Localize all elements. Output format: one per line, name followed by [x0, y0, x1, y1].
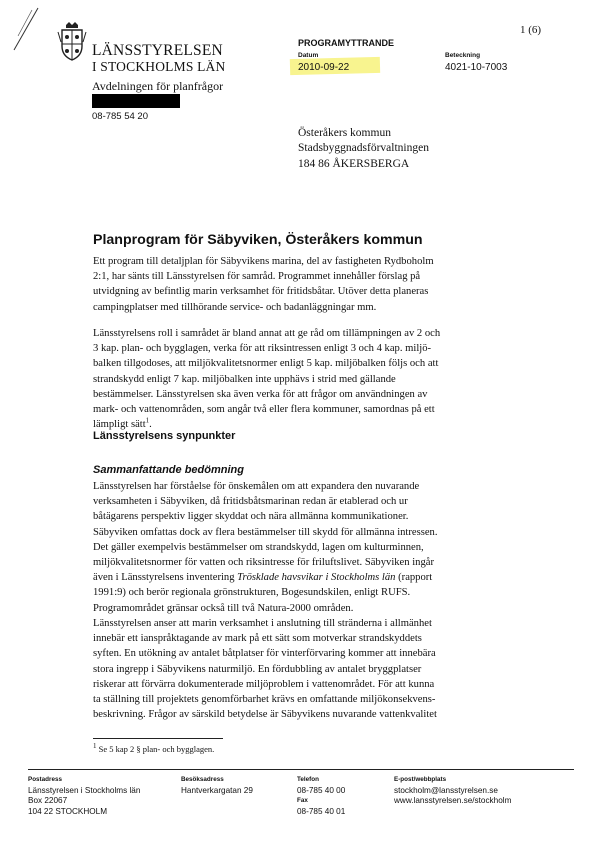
paragraph-line: Länsstyrelsens roll i samrådet är bland annat att ge råd om tillämpningen av 2 och [93, 328, 441, 339]
redaction-block [92, 94, 180, 108]
date-value: 2010-09-22 [298, 62, 350, 73]
department-phone: 08-785 54 20 [92, 111, 148, 122]
footnote [93, 744, 214, 754]
footer-email-link[interactable]: stockholm@lansstyrelsen.se [394, 785, 498, 795]
footnote-reference: 1 [145, 416, 150, 425]
footer-postal-address [28, 775, 140, 817]
document-type: PROGRAMYTTRANDE [298, 38, 394, 48]
paragraph-line: Länsstyrelsen har förståelse för önskemålen om att expandera den nuvarande [93, 481, 420, 492]
reference-value: 4021-10-7003 [445, 62, 508, 73]
footnote-divider [93, 738, 223, 739]
footer-value: Hantverkargatan 29 [181, 785, 253, 795]
paragraph-line: Säbyviken omfattas dock av flera bestämmelser till skydd för allmänna intressen. [93, 526, 438, 538]
paragraph-line: miljökvalitetsnormer för vatten och riksintresse för friluftslivet. Säbyviken ingår [93, 557, 434, 569]
paragraph-line: Länsstyrelsen anser att marin verksamhet i anslutning till stränderna i allmänhet [93, 618, 432, 629]
footer-visiting-address [181, 775, 253, 796]
org-name-line2: I STOCKHOLMS LÄN [92, 59, 226, 74]
paragraph-line: Ett program till detaljplan för Säbyvikens marina, del av fastigheten Rydboholm [93, 256, 434, 267]
report-title: Trösklade havsvikar i Stockholms län [237, 572, 396, 584]
coat-of-arms-icon [56, 20, 88, 62]
pen-mark [8, 6, 44, 54]
paragraph-line: syften. En utökning av antalet båtplatser för vinterförvaring kommer att innebära [93, 648, 436, 660]
footer-label: Fax [297, 797, 308, 805]
paragraph-line: båtägarens perspektiv ligger skyddat och nära allmänna kommunikationer. [93, 511, 409, 523]
role-paragraph [93, 326, 533, 432]
paragraph-line: 3 kap. plan- och bygglagen, verka för att riksintressen enligt 3 och 4 kap. miljö- [93, 343, 432, 355]
paragraph-line: beskrivning. Frågor av särskild betydelse är Säbyvikens nuvarande vattenkvalitet [93, 709, 437, 721]
footer-value: Länsstyrelsen i Stockholms län [28, 785, 141, 795]
footer-divider [28, 769, 574, 770]
page-number: 1 (6) [520, 24, 542, 36]
intro-paragraph [93, 254, 533, 315]
paragraph-line: utvidgning av befintlig marin verksamhet för fritidsbåtar. Utöver detta planeras [93, 286, 429, 298]
reference-label: Beteckning [445, 52, 481, 59]
paragraph-line: 1991:9) och berör regionala grönstrukturen, Bogesundskilen, enligt RUFS. [93, 587, 411, 599]
paragraph-line: 2:1, har sänts till Länsstyrelsen för samråd. Programmet innehåller förslag på [93, 271, 421, 283]
paragraph-line: campingplatser med tillhörande service- och badanläggningar mm. [93, 301, 377, 313]
footer-web [394, 775, 511, 807]
footer-label: Telefon [297, 776, 319, 783]
paragraph-line: bestämmelser. Länsstyrelsen ska även verka för att frågor om användningen av [93, 388, 428, 400]
footer-value: 08-785 40 01 [297, 806, 346, 816]
org-name-line1: LÄNSSTYRELSEN [92, 42, 223, 59]
paragraph-line: riskerar att förvärra dokumenterade miljöproblem i vattenområdet. För att kunna [93, 678, 435, 690]
assessment-paragraph [93, 616, 533, 722]
recipient-line: 184 86 ÅKERSBERGA [298, 157, 410, 170]
paragraph-line: strandskydd enligt 7 kap. miljöbalken inte upphävs i strid med gällande [93, 373, 396, 385]
paragraph-line: verksamheten i Säbyviken, då fritidsbåtsmarinan redan är etablerad och ur [93, 496, 408, 508]
recipient-line: Stadsbyggnadsförvaltningen [298, 142, 429, 155]
section-heading: Länsstyrelsens synpunkter [93, 430, 236, 442]
footer-value: Box 22067 [28, 796, 68, 806]
footer-label: Besöksadress [181, 776, 224, 783]
subsection-heading: Sammanfattande bedömning [93, 464, 244, 476]
paragraph-line: lämpligt sätt [93, 419, 146, 431]
footer-label: Postadress [28, 776, 62, 783]
department: Avdelningen för planfrågor [92, 79, 224, 93]
summary-paragraph [93, 479, 533, 616]
paragraph-line: balken tillgodoses, att miljökvalitetsnormer enligt 5 kap. miljöbalken följs och att [93, 358, 439, 370]
footer-label: E-post/webbplats [394, 776, 447, 783]
paragraph-line: mark- och vattenområden, som angår två eller flera kommuner, samordnas på ett [93, 404, 435, 416]
paragraph-line: innebär ett ianspråktagande av mark på ett sätt som motverkar strandskyddets [93, 633, 422, 645]
paragraph-line: Det gäller exempelvis bestämmelser om strandskydd, lagen om kulturminnen, [93, 541, 424, 553]
document-title: Planprogram för Säbyviken, Österåkers kommun [93, 232, 423, 248]
paragraph-line-last: lämpligt sätt$^1$. [93, 416, 152, 431]
footer-website-link[interactable]: www.lansstyrelsen.se/stockholm [394, 796, 512, 806]
footnote-number: 1 [93, 742, 97, 751]
paragraph-line: även i Länsstyrelsens inventering [93, 572, 235, 584]
paragraph-line-mixed [93, 570, 533, 585]
footnote-text: Se 5 kap 2 § plan- och bygglagen. [96, 744, 215, 754]
footer-value: 104 22 STOCKHOLM [28, 806, 108, 816]
paragraph-line: stora ingrepp i Säbyvikens naturmiljö. En fördubbling av antalet bryggplatser [93, 663, 422, 675]
paragraph-line: ta ställning till projektets genomförbarhet krävs en omfattande miljökonsekvens- [93, 694, 436, 706]
recipient-line: Österåkers kommun [298, 127, 391, 139]
footer-phone [297, 775, 345, 817]
recipient-address [298, 126, 429, 172]
footer-value: 08-785 40 00 [297, 785, 346, 795]
paragraph-line: Programområdet gränsar också till två Natura-2000 områden. [93, 602, 354, 614]
date-label: Datum [298, 52, 319, 59]
paragraph-line: (rapport [395, 572, 433, 584]
